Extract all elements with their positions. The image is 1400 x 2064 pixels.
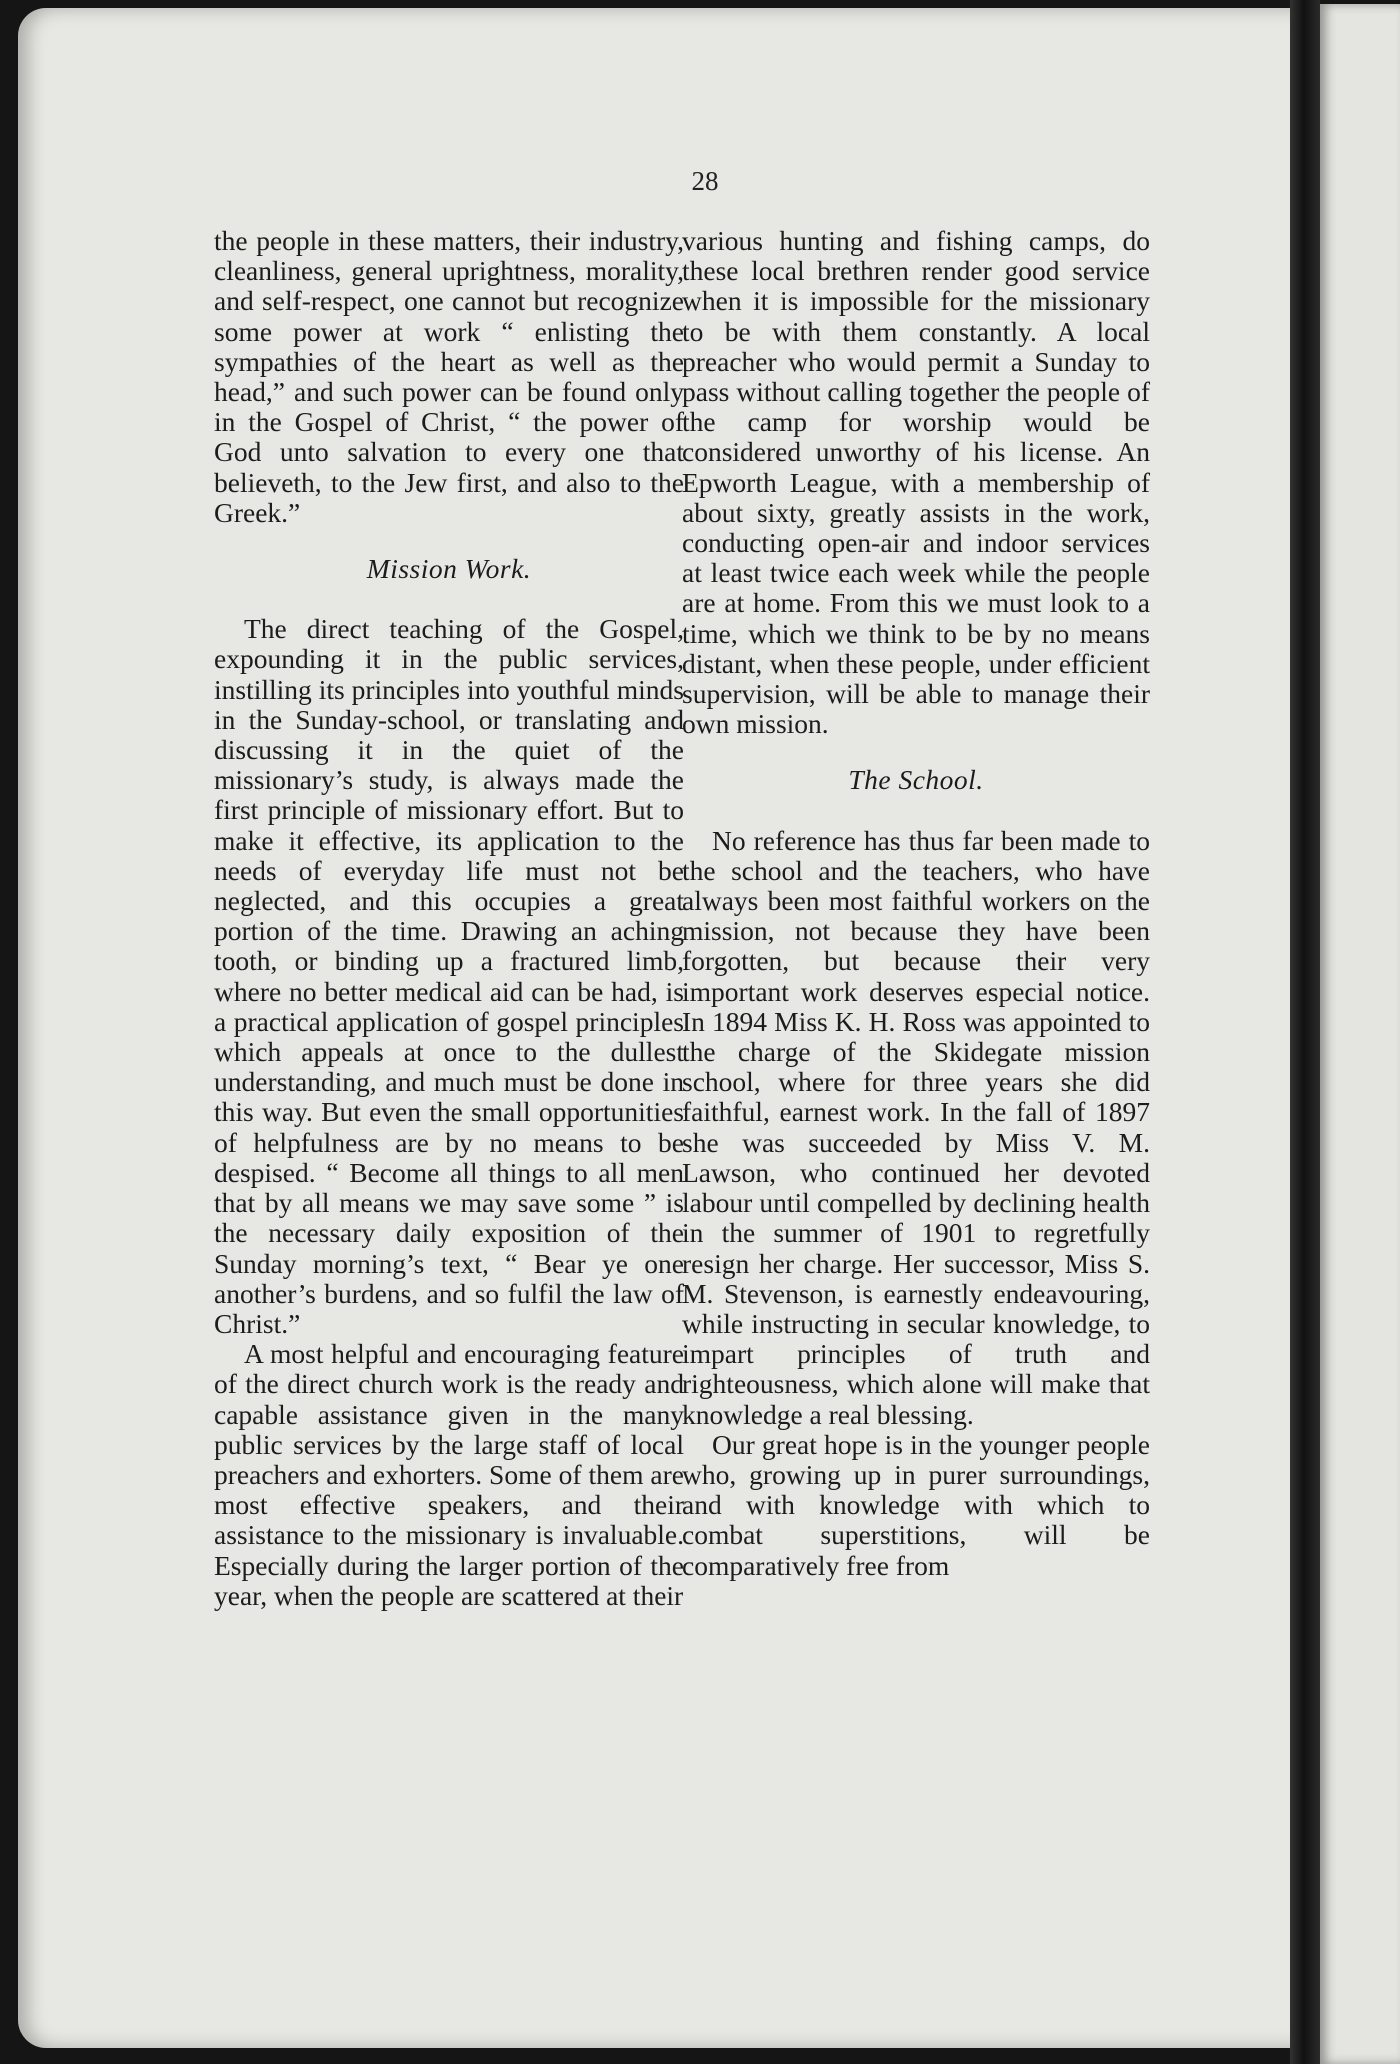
left-paragraph-1: the people in these matters, their industry, cleanliness, general uprightness, morality, and self-respect, one cannot but recognize some power at work “ enlisting the sympathies of the heart as well as the head,” and such power can be found only in the Gospel of Christ, “ the power of God unto salvation to every one that believeth, to the Jew first, and also to the Greek.” [214, 225, 684, 528]
left-column [214, 226, 684, 1611]
right-column [682, 226, 1150, 1581]
right-paragraph-2: No reference has thus far been made to the school and the teachers, who have always been most faithful workers on the mission, not because they have been forgotten, but because their very important work deserves especial notice. In 1894 Miss K. H. Ross was appointed to the charge of the Skidegate mission school, where for three years she did faithful, earnest work. In the fall of 1897 she was succeeded by Miss V. M. Lawson, who continued her devoted labour until compelled by declining health in the summer of 1901 to regretfully resign her charge. Her successor, Miss S. M. Stevenson, is earnestly endeavouring, while instructing in secular knowledge, to impart principles of truth and righteousness, which alone will make that knowledge a real blessing. [682, 824, 1150, 1430]
section-heading-the-school: The School. [848, 764, 984, 796]
section-heading-mission-work: Mission Work. [366, 553, 532, 585]
right-paragraph-3: Our great hope is in the younger people who, growing up in purer surroundings, and with knowledge with which to combat superstitions, will be comparatively free from [682, 1428, 1150, 1581]
page-number: 28 [691, 166, 719, 196]
left-paragraph-3: A most helpful and encouraging feature of the direct church work is the ready and capable assistance given in the many public services by the large staff of local preachers and exhorters. Some of them are most effective speakers, and their assistance to the missionary is invaluable. Especially during the larger portion of the year, when the people are scattered at their [214, 1338, 684, 1611]
left-paragraph-2: The direct teaching of the Gospel, expounding it in the public services, instilling its principles into youthful minds in the Sunday-school, or translating and discussing it in the quiet of the missionary’s study, is always made the first principle of missionary effort. But to make it effective, its application to the needs of everyday life must not be neglected, and this occupies a great portion of the time. Drawing an aching tooth, or binding up a fractured limb, where no better medical aid can be had, is a practical application of gospel principles which appeals at once to the dullest understanding, and much must be done in this way. But even the small opportunities of helpfulness are by no means to be despised. “ Become all things to all men that by all means we may save some ” is the necessary daily exposition of the Sunday morning’s text, “ Bear ye one another’s burdens, and so fulfil the law of Christ.” [214, 613, 684, 1339]
right-paragraph-1: various hunting and fishing camps, do these local brethren render good service when it is impossible for the missionary to be with them constantly. A local preacher who would permit a Sunday to pass without calling together the people of the camp for worship would be considered unworthy of his license. An Epworth League, with a membership of about sixty, greatly assists in the work, conducting open-air and indoor services at least twice each week while the people are at home. From this we must look to a time, which we think to be by no means distant, when these people, under efficient supervision, will be able to manage their own mission. [682, 225, 1150, 740]
book-spine [1290, 0, 1320, 2064]
facing-page-edge [1320, 4, 1400, 2064]
